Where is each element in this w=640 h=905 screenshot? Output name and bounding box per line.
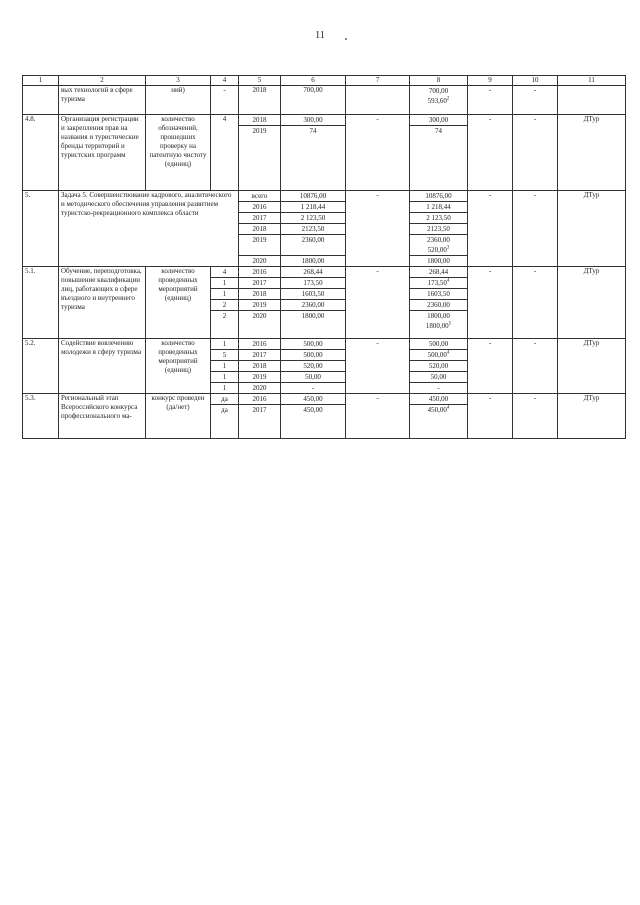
value: 1: [211, 372, 238, 383]
value-text: 450,00: [427, 406, 447, 414]
value-text: 1800,00: [425, 322, 449, 330]
value: -: [311, 384, 315, 392]
value: 74: [435, 127, 442, 135]
value: 1800,00: [427, 257, 450, 265]
value: 2360,00: [281, 300, 345, 311]
cell-years: [239, 115, 281, 191]
value: 50,00: [410, 372, 467, 383]
cell-federal: -: [346, 115, 410, 191]
value: да: [211, 394, 238, 405]
cell-num: 5.1.: [23, 267, 59, 339]
value: 2360,00: [410, 300, 467, 311]
cell-local: -: [468, 191, 513, 267]
value: 1: [211, 278, 238, 289]
cell-indicator: количество обозначений, прошедших проверку на патентную чистоту (единиц): [146, 115, 211, 191]
value-text: 500,00: [427, 351, 447, 359]
value: 1: [222, 384, 227, 392]
table-row-5-1: [23, 267, 626, 339]
year: 2018: [239, 115, 280, 126]
footnote-mark: 4: [446, 405, 450, 411]
value: 74: [309, 127, 317, 135]
value: 268,44: [410, 267, 467, 278]
year: 2018: [239, 289, 280, 300]
cell-total: [281, 191, 346, 267]
cell-total: [281, 339, 346, 394]
value: 173,50: [281, 278, 345, 289]
cell-executor: [558, 86, 626, 115]
cell-federal: -: [346, 191, 410, 267]
table-row-5: [23, 191, 626, 267]
value: 450,00: [281, 394, 345, 405]
cell-num: [23, 86, 59, 115]
value: 1800,00: [427, 312, 450, 320]
value-text: 173,50: [427, 279, 447, 287]
value: 50,00: [281, 372, 345, 383]
value: 1 218,44: [281, 202, 345, 213]
cell-indicator: количество проведенных мероприятий (единиц): [146, 339, 211, 394]
value: [410, 245, 467, 256]
year: 2016: [239, 202, 280, 213]
cell-activity: Содействие вовлечению молодежи в сферу туризма: [59, 339, 146, 394]
cell-num: 5.3.: [23, 394, 59, 439]
year: 2020: [252, 257, 267, 265]
col-header-2: 2: [59, 76, 146, 86]
value: 2360,00: [427, 236, 450, 244]
col-header-1: 1: [23, 76, 59, 86]
value: 700,00: [428, 87, 449, 95]
year: 2020: [252, 312, 267, 320]
value: 1: [211, 289, 238, 300]
year: 2016: [239, 339, 280, 350]
value: 2123,50: [410, 224, 467, 235]
value: 500,00: [281, 339, 345, 350]
value: 4: [211, 267, 238, 278]
value: 1603,50: [281, 289, 345, 300]
value: [410, 405, 467, 415]
cell-years: [239, 339, 281, 394]
cell-num: 5.: [23, 191, 59, 267]
year: 2019: [252, 127, 267, 135]
col-header-6: 6: [281, 76, 346, 86]
value: 2: [211, 300, 238, 311]
value: 1603,50: [410, 289, 467, 300]
value: 10876,00: [281, 191, 345, 202]
value: 2 123,50: [410, 213, 467, 224]
cell-executor: ДТур: [558, 394, 626, 439]
cell-total: [281, 267, 346, 339]
cell-years: [239, 191, 281, 267]
value: 268,44: [281, 267, 345, 278]
value-text: 520,00: [427, 246, 447, 254]
cell-regional: [410, 267, 468, 339]
col-header-4: 4: [211, 76, 239, 86]
table-row-5-3: [23, 394, 626, 439]
cell-regional: [410, 86, 468, 115]
table-row-continued: [23, 86, 626, 115]
cell-activity: Обучение, переподготовка, повышение квалификации лиц, работающих в сфере въездного и внутреннего туризма: [59, 267, 146, 339]
table-row-4-8: [23, 115, 626, 191]
cell-indicator: конкурс проведен (да/нет): [146, 394, 211, 439]
cell-extrabudget: -: [513, 115, 558, 191]
year: 2019: [239, 300, 280, 311]
cell-local: -: [468, 86, 513, 115]
value: 500,00: [281, 350, 345, 361]
cell-target: [211, 267, 239, 339]
year: всего: [239, 191, 280, 202]
value: [410, 321, 467, 331]
program-activities-table: [22, 75, 626, 439]
cell-target: [211, 394, 239, 439]
cell-extrabudget: -: [513, 86, 558, 115]
value: 1: [211, 339, 238, 350]
cell-local: -: [468, 394, 513, 439]
year: 2018: [239, 224, 280, 235]
value: 2: [222, 312, 227, 320]
cell-target: -: [211, 86, 239, 115]
col-header-10: 10: [513, 76, 558, 86]
year: 2017: [239, 213, 280, 224]
cell-activity: Организация регистрации и закрепления прав на названия и туристические бренды территорий и туристских программ: [59, 115, 146, 191]
footnote-mark: 4: [446, 350, 450, 356]
cell-indicator: ний): [146, 86, 211, 115]
value: [412, 96, 465, 106]
value: 10876,00: [410, 191, 467, 202]
value: 520,00: [281, 361, 345, 372]
year: 2017: [239, 278, 280, 289]
cell-num: 5.2.: [23, 339, 59, 394]
value: -: [437, 384, 440, 392]
footnote-mark: 2: [446, 96, 450, 102]
col-header-5: 5: [239, 76, 281, 86]
footnote-mark: 5: [448, 321, 452, 327]
col-header-11: 11: [558, 76, 626, 86]
cell-federal: -: [346, 267, 410, 339]
value: 500,00: [410, 339, 467, 350]
value: 5: [211, 350, 238, 361]
value: [410, 278, 467, 289]
value: 2123,50: [281, 224, 345, 235]
cell-federal: -: [346, 394, 410, 439]
cell-target: [211, 339, 239, 394]
cell-regional: [410, 191, 468, 267]
cell-indicator: количество проведенных мероприятий (единиц): [146, 267, 211, 339]
cell-extrabudget: -: [513, 191, 558, 267]
value: 1: [211, 361, 238, 372]
cell-activity: Региональный этап Всероссийского конкурса профессионального ма-: [59, 394, 146, 439]
footnote-mark: 4: [446, 278, 450, 284]
cell-federal: [346, 86, 410, 115]
cell-years: [239, 394, 281, 439]
year: 2017: [239, 350, 280, 361]
value: 2 123,50: [281, 213, 345, 224]
cell-year: 2018: [239, 86, 281, 115]
value: 300,00: [410, 115, 467, 126]
cell-years: [239, 267, 281, 339]
year: 2020: [252, 384, 267, 392]
scan-speck: [345, 38, 347, 40]
cell-task: Задача 5. Совершенствование кадрового, аналитического и методического обеспечения управления развитием туристско-рекреационного комплекса области: [59, 191, 239, 267]
value: [410, 350, 467, 361]
value: 2360,00: [281, 235, 345, 256]
value: 300,00: [281, 115, 345, 126]
col-header-3: 3: [146, 76, 211, 86]
footnote-mark: 3: [446, 245, 450, 251]
value: 1 218,44: [410, 202, 467, 213]
cell-total: 700,00: [281, 86, 346, 115]
cell-target: 4: [211, 115, 239, 191]
cell-activity: вых технологий в сфере туризма: [59, 86, 146, 115]
value: 1800,00: [301, 257, 325, 265]
value: 450,00: [303, 406, 323, 414]
year: 2018: [239, 361, 280, 372]
cell-executor: ДТур: [558, 267, 626, 339]
year: 2019: [239, 235, 280, 256]
cell-regional: [410, 115, 468, 191]
cell-num: 4.8.: [23, 115, 59, 191]
cell-executor: ДТур: [558, 339, 626, 394]
cell-extrabudget: -: [513, 339, 558, 394]
year: 2017: [252, 406, 267, 414]
col-header-8: 8: [410, 76, 468, 86]
value: 450,00: [410, 394, 467, 405]
column-number-row: [23, 76, 626, 86]
cell-executor: ДТур: [558, 115, 626, 191]
table-row-5-2: [23, 339, 626, 394]
value: 1800,00: [301, 312, 325, 320]
value: 520,00: [410, 361, 467, 372]
year: 2016: [239, 394, 280, 405]
col-header-9: 9: [468, 76, 513, 86]
cell-executor: ДТур: [558, 191, 626, 267]
page-number: 11: [315, 30, 325, 41]
cell-total: [281, 115, 346, 191]
cell-federal: -: [346, 339, 410, 394]
cell-local: -: [468, 115, 513, 191]
col-header-7: 7: [346, 76, 410, 86]
cell-regional: [410, 339, 468, 394]
cell-total: [281, 394, 346, 439]
cell-extrabudget: -: [513, 267, 558, 339]
cell-local: -: [468, 267, 513, 339]
value-text: 593,60: [427, 97, 447, 105]
value: да: [221, 406, 228, 414]
year: 2016: [239, 267, 280, 278]
cell-local: -: [468, 339, 513, 394]
cell-extrabudget: -: [513, 394, 558, 439]
cell-regional: [410, 394, 468, 439]
year: 2019: [239, 372, 280, 383]
